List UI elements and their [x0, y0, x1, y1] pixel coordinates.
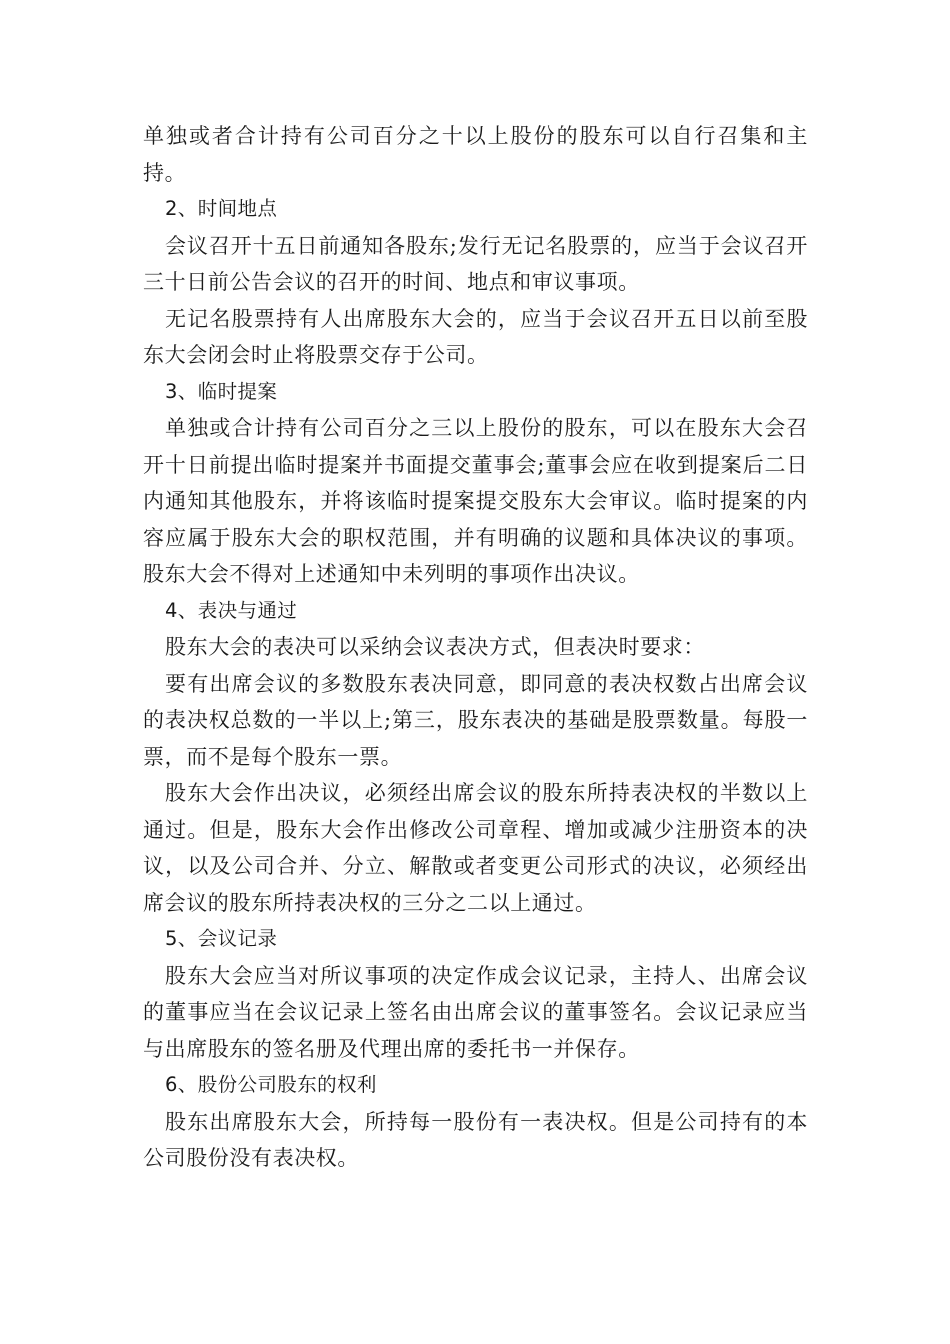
paragraph-convening: 单独或者合计持有公司百分之十以上股份的股东可以自行召集和主持。: [143, 124, 808, 185]
paragraph-resolution: 股东大会作出决议，必须经出席会议的股东所持表决权的半数以上通过。但是，股东大会作出修改公司章程、增加或减少注册资本的决议，以及公司合并、分立、解散或者变更公司形式的决议，必须经出席会议的股东所持表决权的三分之二以上通过。: [143, 781, 808, 915]
paragraph-shareholder-rights: 股东出席股东大会，所持每一股份有一表决权。但是公司持有的本公司股份没有表决权。: [143, 1109, 808, 1170]
section-heading-voting: 4、表决与通过: [165, 598, 298, 622]
paragraph-voting-method: 股东大会的表决可以采纳会议表决方式，但表决时要求：: [165, 635, 705, 659]
section-heading-shareholder-rights: 6、股份公司股东的权利: [165, 1073, 377, 1096]
paragraph-minutes: 股东大会应当对所议事项的决定作成会议记录，主持人、出席会议的董事应当在会议记录上签名由出席会议的董事签名。会议记录应当与出席股东的签名册及代理出席的委托书一并保存。: [143, 963, 808, 1061]
document-page: [143, 118, 808, 1177]
paragraph-voting-majority: 要有出席会议的多数股东表决同意，即同意的表决权数占出席会议的表决权总数的一半以上;第三，股东表决的基础是股票数量。每股一票，而不是每个股东一票。: [143, 671, 808, 769]
section-heading-temporary-proposal: 3、临时提案: [165, 379, 278, 403]
paragraph-bearer-shares: 无记名股票持有人出席股东大会的，应当于会议召开五日以前至股东大会闭会时止将股票交存于公司。: [143, 306, 808, 367]
paragraph-notice: 会议召开十五日前通知各股东;发行无记名股票的，应当于会议召开三十日前公告会议的召开的时间、地点和审议事项。: [143, 233, 808, 294]
paragraph-temporary-proposal: 单独或合计持有公司百分之三以上股份的股东，可以在股东大会召开十日前提出临时提案并书面提交董事会;董事会应在收到提案后二日内通知其他股东，并将该临时提案提交股东大会审议。临时提案的内容应属于股东大会的职权范围，并有明确的议题和具体决议的事项。股东大会不得对上述通知中未列明的事项作出决议。: [143, 416, 808, 586]
section-heading-time-place: 2、时间地点: [165, 197, 278, 220]
section-heading-minutes: 5、会议记录: [165, 927, 278, 950]
